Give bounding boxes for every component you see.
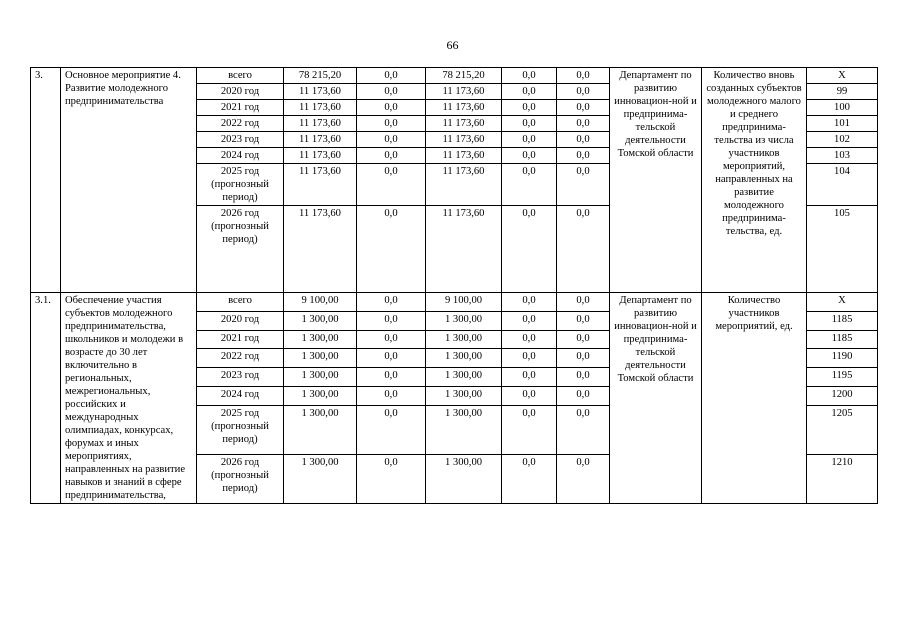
table-body bbox=[31, 68, 878, 504]
table-row bbox=[31, 68, 878, 84]
indicator-value: 102 bbox=[807, 132, 878, 148]
regional-cell: 11 173,60 bbox=[426, 164, 502, 206]
regional-cell: 78 215,20 bbox=[426, 68, 502, 84]
other-cell: 0,0 bbox=[557, 84, 610, 100]
federal-cell: 0,0 bbox=[357, 84, 426, 100]
other-cell: 0,0 bbox=[557, 206, 610, 293]
period-cell: 2025 год (прогнозный период) bbox=[197, 405, 284, 454]
federal-cell: 0,0 bbox=[357, 100, 426, 116]
indicator-value: 104 bbox=[807, 164, 878, 206]
regional-cell: 1 300,00 bbox=[426, 368, 502, 387]
local-cell: 0,0 bbox=[502, 116, 557, 132]
regional-cell: 1 300,00 bbox=[426, 405, 502, 454]
other-cell: 0,0 bbox=[557, 405, 610, 454]
other-cell: 0,0 bbox=[557, 116, 610, 132]
measure-name: Обеспечение участия субъектов молодежного предпринимательства, школьников и молодежи в возрасте до 30 лет включительно в региональных, межрегиональных, российских и международных олимпиадах, конкурсах, форумах и иных мероприятиях, направленных на развитие навыков и знаний в сфере предпринимательства, bbox=[61, 293, 197, 504]
indicator-value: Х bbox=[807, 293, 878, 312]
regional-cell: 11 173,60 bbox=[426, 148, 502, 164]
table-row bbox=[31, 293, 878, 312]
indicator-value: 100 bbox=[807, 100, 878, 116]
program-measures-table bbox=[30, 67, 878, 504]
regional-cell: 1 300,00 bbox=[426, 311, 502, 330]
federal-cell: 0,0 bbox=[357, 405, 426, 454]
period-cell: 2024 год bbox=[197, 148, 284, 164]
regional-cell: 1 300,00 bbox=[426, 349, 502, 368]
federal-cell: 0,0 bbox=[357, 164, 426, 206]
indicator-value: 1195 bbox=[807, 368, 878, 387]
total-cell: 1 300,00 bbox=[284, 386, 357, 405]
period-cell: 2026 год (прогнозный период) bbox=[197, 206, 284, 293]
federal-cell: 0,0 bbox=[357, 293, 426, 312]
period-cell: 2023 год bbox=[197, 132, 284, 148]
total-cell: 1 300,00 bbox=[284, 349, 357, 368]
indicator-value: 1185 bbox=[807, 311, 878, 330]
total-cell: 1 300,00 bbox=[284, 405, 357, 454]
period-cell: 2022 год bbox=[197, 349, 284, 368]
other-cell: 0,0 bbox=[557, 368, 610, 387]
federal-cell: 0,0 bbox=[357, 311, 426, 330]
indicator-value: 1205 bbox=[807, 405, 878, 454]
local-cell: 0,0 bbox=[502, 148, 557, 164]
total-cell: 11 173,60 bbox=[284, 116, 357, 132]
period-cell: 2021 год bbox=[197, 330, 284, 349]
total-cell: 11 173,60 bbox=[284, 164, 357, 206]
responsible-executor: Департамент по развитию инновацион-ной и предпринима-тельской деятельности Томской области bbox=[610, 293, 702, 504]
total-cell: 1 300,00 bbox=[284, 368, 357, 387]
local-cell: 0,0 bbox=[502, 330, 557, 349]
period-cell: всего bbox=[197, 293, 284, 312]
federal-cell: 0,0 bbox=[357, 349, 426, 368]
period-cell: 2020 год bbox=[197, 84, 284, 100]
regional-cell: 1 300,00 bbox=[426, 386, 502, 405]
other-cell: 0,0 bbox=[557, 311, 610, 330]
federal-cell: 0,0 bbox=[357, 132, 426, 148]
period-cell: 2020 год bbox=[197, 311, 284, 330]
other-cell: 0,0 bbox=[557, 68, 610, 84]
local-cell: 0,0 bbox=[502, 84, 557, 100]
indicator-value: 1200 bbox=[807, 386, 878, 405]
period-cell: 2021 год bbox=[197, 100, 284, 116]
measure-number: 3. bbox=[31, 68, 61, 293]
period-cell: 2025 год (прогнозный период) bbox=[197, 164, 284, 206]
federal-cell: 0,0 bbox=[357, 330, 426, 349]
total-cell: 11 173,60 bbox=[284, 84, 357, 100]
local-cell: 0,0 bbox=[502, 349, 557, 368]
local-cell: 0,0 bbox=[502, 100, 557, 116]
other-cell: 0,0 bbox=[557, 349, 610, 368]
total-cell: 11 173,60 bbox=[284, 206, 357, 293]
total-cell: 1 300,00 bbox=[284, 330, 357, 349]
local-cell: 0,0 bbox=[502, 293, 557, 312]
federal-cell: 0,0 bbox=[357, 68, 426, 84]
local-cell: 0,0 bbox=[502, 68, 557, 84]
indicator-name: Количество участников мероприятий, ед. bbox=[702, 293, 807, 504]
indicator-value: 1190 bbox=[807, 349, 878, 368]
federal-cell: 0,0 bbox=[357, 368, 426, 387]
federal-cell: 0,0 bbox=[357, 454, 426, 503]
indicator-value: 99 bbox=[807, 84, 878, 100]
indicator-value: 101 bbox=[807, 116, 878, 132]
local-cell: 0,0 bbox=[502, 206, 557, 293]
period-cell: всего bbox=[197, 68, 284, 84]
other-cell: 0,0 bbox=[557, 330, 610, 349]
measure-number: 3.1. bbox=[31, 293, 61, 504]
total-cell: 1 300,00 bbox=[284, 311, 357, 330]
federal-cell: 0,0 bbox=[357, 148, 426, 164]
other-cell: 0,0 bbox=[557, 386, 610, 405]
local-cell: 0,0 bbox=[502, 311, 557, 330]
regional-cell: 11 173,60 bbox=[426, 116, 502, 132]
measure-name: Основное мероприятие 4. Развитие молодежного предпринимательства bbox=[61, 68, 197, 293]
indicator-value: Х bbox=[807, 68, 878, 84]
federal-cell: 0,0 bbox=[357, 386, 426, 405]
other-cell: 0,0 bbox=[557, 100, 610, 116]
regional-cell: 1 300,00 bbox=[426, 454, 502, 503]
indicator-value: 105 bbox=[807, 206, 878, 293]
other-cell: 0,0 bbox=[557, 454, 610, 503]
regional-cell: 1 300,00 bbox=[426, 330, 502, 349]
indicator-name: Количество вновь созданных субъектов молодежного малого и среднего предпринима-тельства из числа участников мероприятий, направленных на развитие молодежного предпринима-тельства, ед. bbox=[702, 68, 807, 293]
total-cell: 1 300,00 bbox=[284, 454, 357, 503]
total-cell: 11 173,60 bbox=[284, 148, 357, 164]
local-cell: 0,0 bbox=[502, 132, 557, 148]
indicator-value: 103 bbox=[807, 148, 878, 164]
local-cell: 0,0 bbox=[502, 386, 557, 405]
regional-cell: 11 173,60 bbox=[426, 132, 502, 148]
total-cell: 78 215,20 bbox=[284, 68, 357, 84]
regional-cell: 11 173,60 bbox=[426, 100, 502, 116]
local-cell: 0,0 bbox=[502, 164, 557, 206]
other-cell: 0,0 bbox=[557, 148, 610, 164]
local-cell: 0,0 bbox=[502, 368, 557, 387]
period-cell: 2024 год bbox=[197, 386, 284, 405]
local-cell: 0,0 bbox=[502, 454, 557, 503]
page-number: 66 bbox=[446, 38, 459, 52]
indicator-value: 1210 bbox=[807, 454, 878, 503]
indicator-value: 1185 bbox=[807, 330, 878, 349]
period-cell: 2022 год bbox=[197, 116, 284, 132]
total-cell: 9 100,00 bbox=[284, 293, 357, 312]
period-cell: 2023 год bbox=[197, 368, 284, 387]
total-cell: 11 173,60 bbox=[284, 132, 357, 148]
federal-cell: 0,0 bbox=[357, 206, 426, 293]
federal-cell: 0,0 bbox=[357, 116, 426, 132]
other-cell: 0,0 bbox=[557, 164, 610, 206]
regional-cell: 9 100,00 bbox=[426, 293, 502, 312]
period-cell: 2026 год (прогнозный период) bbox=[197, 454, 284, 503]
regional-cell: 11 173,60 bbox=[426, 206, 502, 293]
other-cell: 0,0 bbox=[557, 293, 610, 312]
total-cell: 11 173,60 bbox=[284, 100, 357, 116]
local-cell: 0,0 bbox=[502, 405, 557, 454]
responsible-executor: Департамент по развитию инновацион-ной и предпринима-тельской деятельности Томской области bbox=[610, 68, 702, 293]
other-cell: 0,0 bbox=[557, 132, 610, 148]
regional-cell: 11 173,60 bbox=[426, 84, 502, 100]
